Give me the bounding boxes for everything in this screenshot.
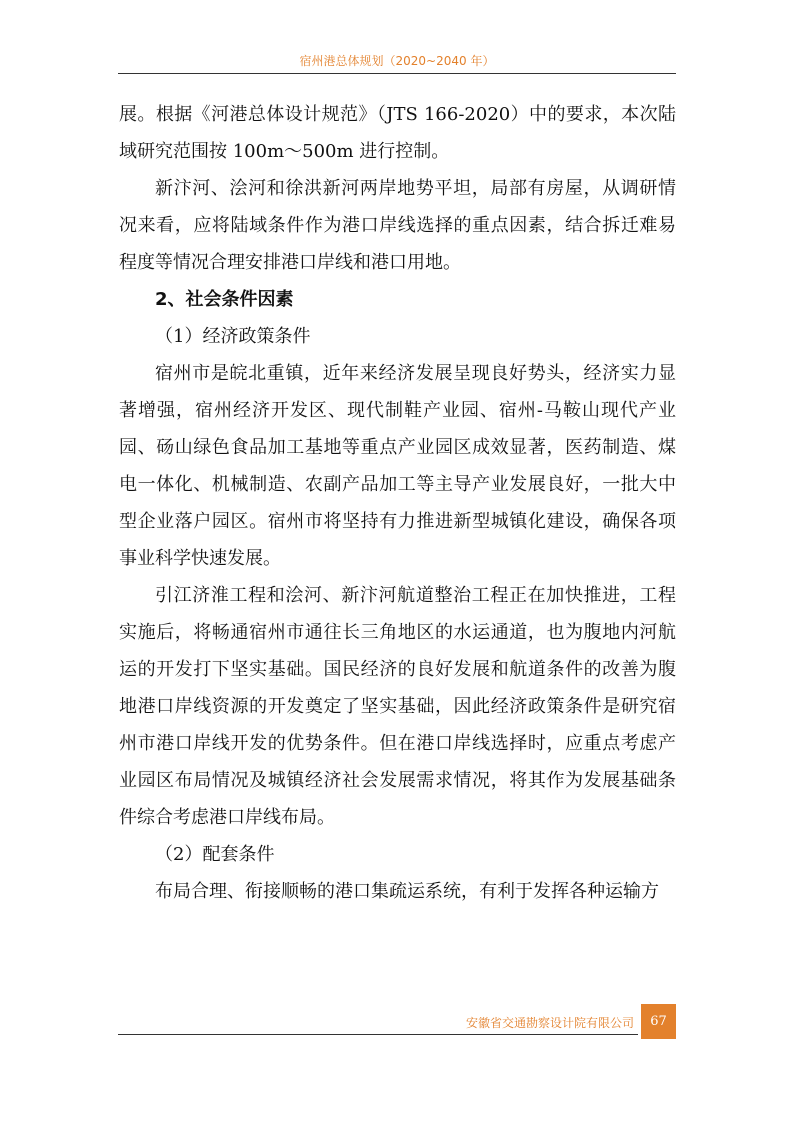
page-content: [119, 96, 676, 910]
paragraph-land-scope: 展。根据《河港总体设计规范》（JTS 166-2020）中的要求，本次陆域研究范围按 100m～500m 进行控制。: [119, 104, 676, 162]
paragraph-collection-distribution: 布局合理、衔接顺畅的港口集疏运系统，有利于发挥各种运输方: [155, 881, 659, 902]
page-number: 67: [650, 1014, 667, 1029]
section-heading-social-factors: 2、社会条件因素: [155, 289, 294, 310]
footer-company-name: 安徽省交通勘察设计院有限公司: [465, 1016, 634, 1030]
header-divider: [118, 73, 676, 74]
paragraph-economy: 宿州市是皖北重镇，近年来经济发展呈现良好势头，经济实力显著增强，宿州经济开发区、现代制鞋产业园、宿州-马鞍山现代产业园、砀山绿色食品加工基地等重点产业园区成效显著，医药制造、煤电一体化、机械制造、农副产品加工等主导产业发展良好，一批大中型企业落户园区。宿州市将坚持有力推进新型城镇化建设，确保各项事业科学快速发展。: [119, 363, 676, 569]
footer-divider: [118, 1034, 638, 1035]
subheading-supporting-conditions: （2）配套条件: [155, 844, 275, 865]
paragraph-waterway: 引江济淮工程和浍河、新汴河航道整治工程正在加快推进，工程实施后，将畅通宿州市通往长三角地区的水运通道，也为腹地内河航运的开发打下坚实基础。国民经济的良好发展和航道条件的改善为腹地港口岸线资源的开发奠定了坚实基础，因此经济政策条件是研究宿州市港口岸线开发的优势条件。但在港口岸线选择时，应重点考虑产业园区布局情况及城镇经济社会发展需求情况，将其作为发展基础条件综合考虑港口岸线布局。: [119, 585, 676, 828]
page-number-badge: [641, 1004, 676, 1039]
paragraph-terrain: 新汴河、浍河和徐洪新河两岸地势平坦，局部有房屋，从调研情况来看，应将陆域条件作为港口岸线选择的重点因素，结合拆迁难易程度等情况合理安排港口岸线和港口用地。: [119, 178, 676, 273]
running-header-title: 宿州港总体规划（2020~2040 年）: [299, 54, 495, 68]
subheading-economic-policy: （1）经济政策条件: [155, 326, 311, 347]
